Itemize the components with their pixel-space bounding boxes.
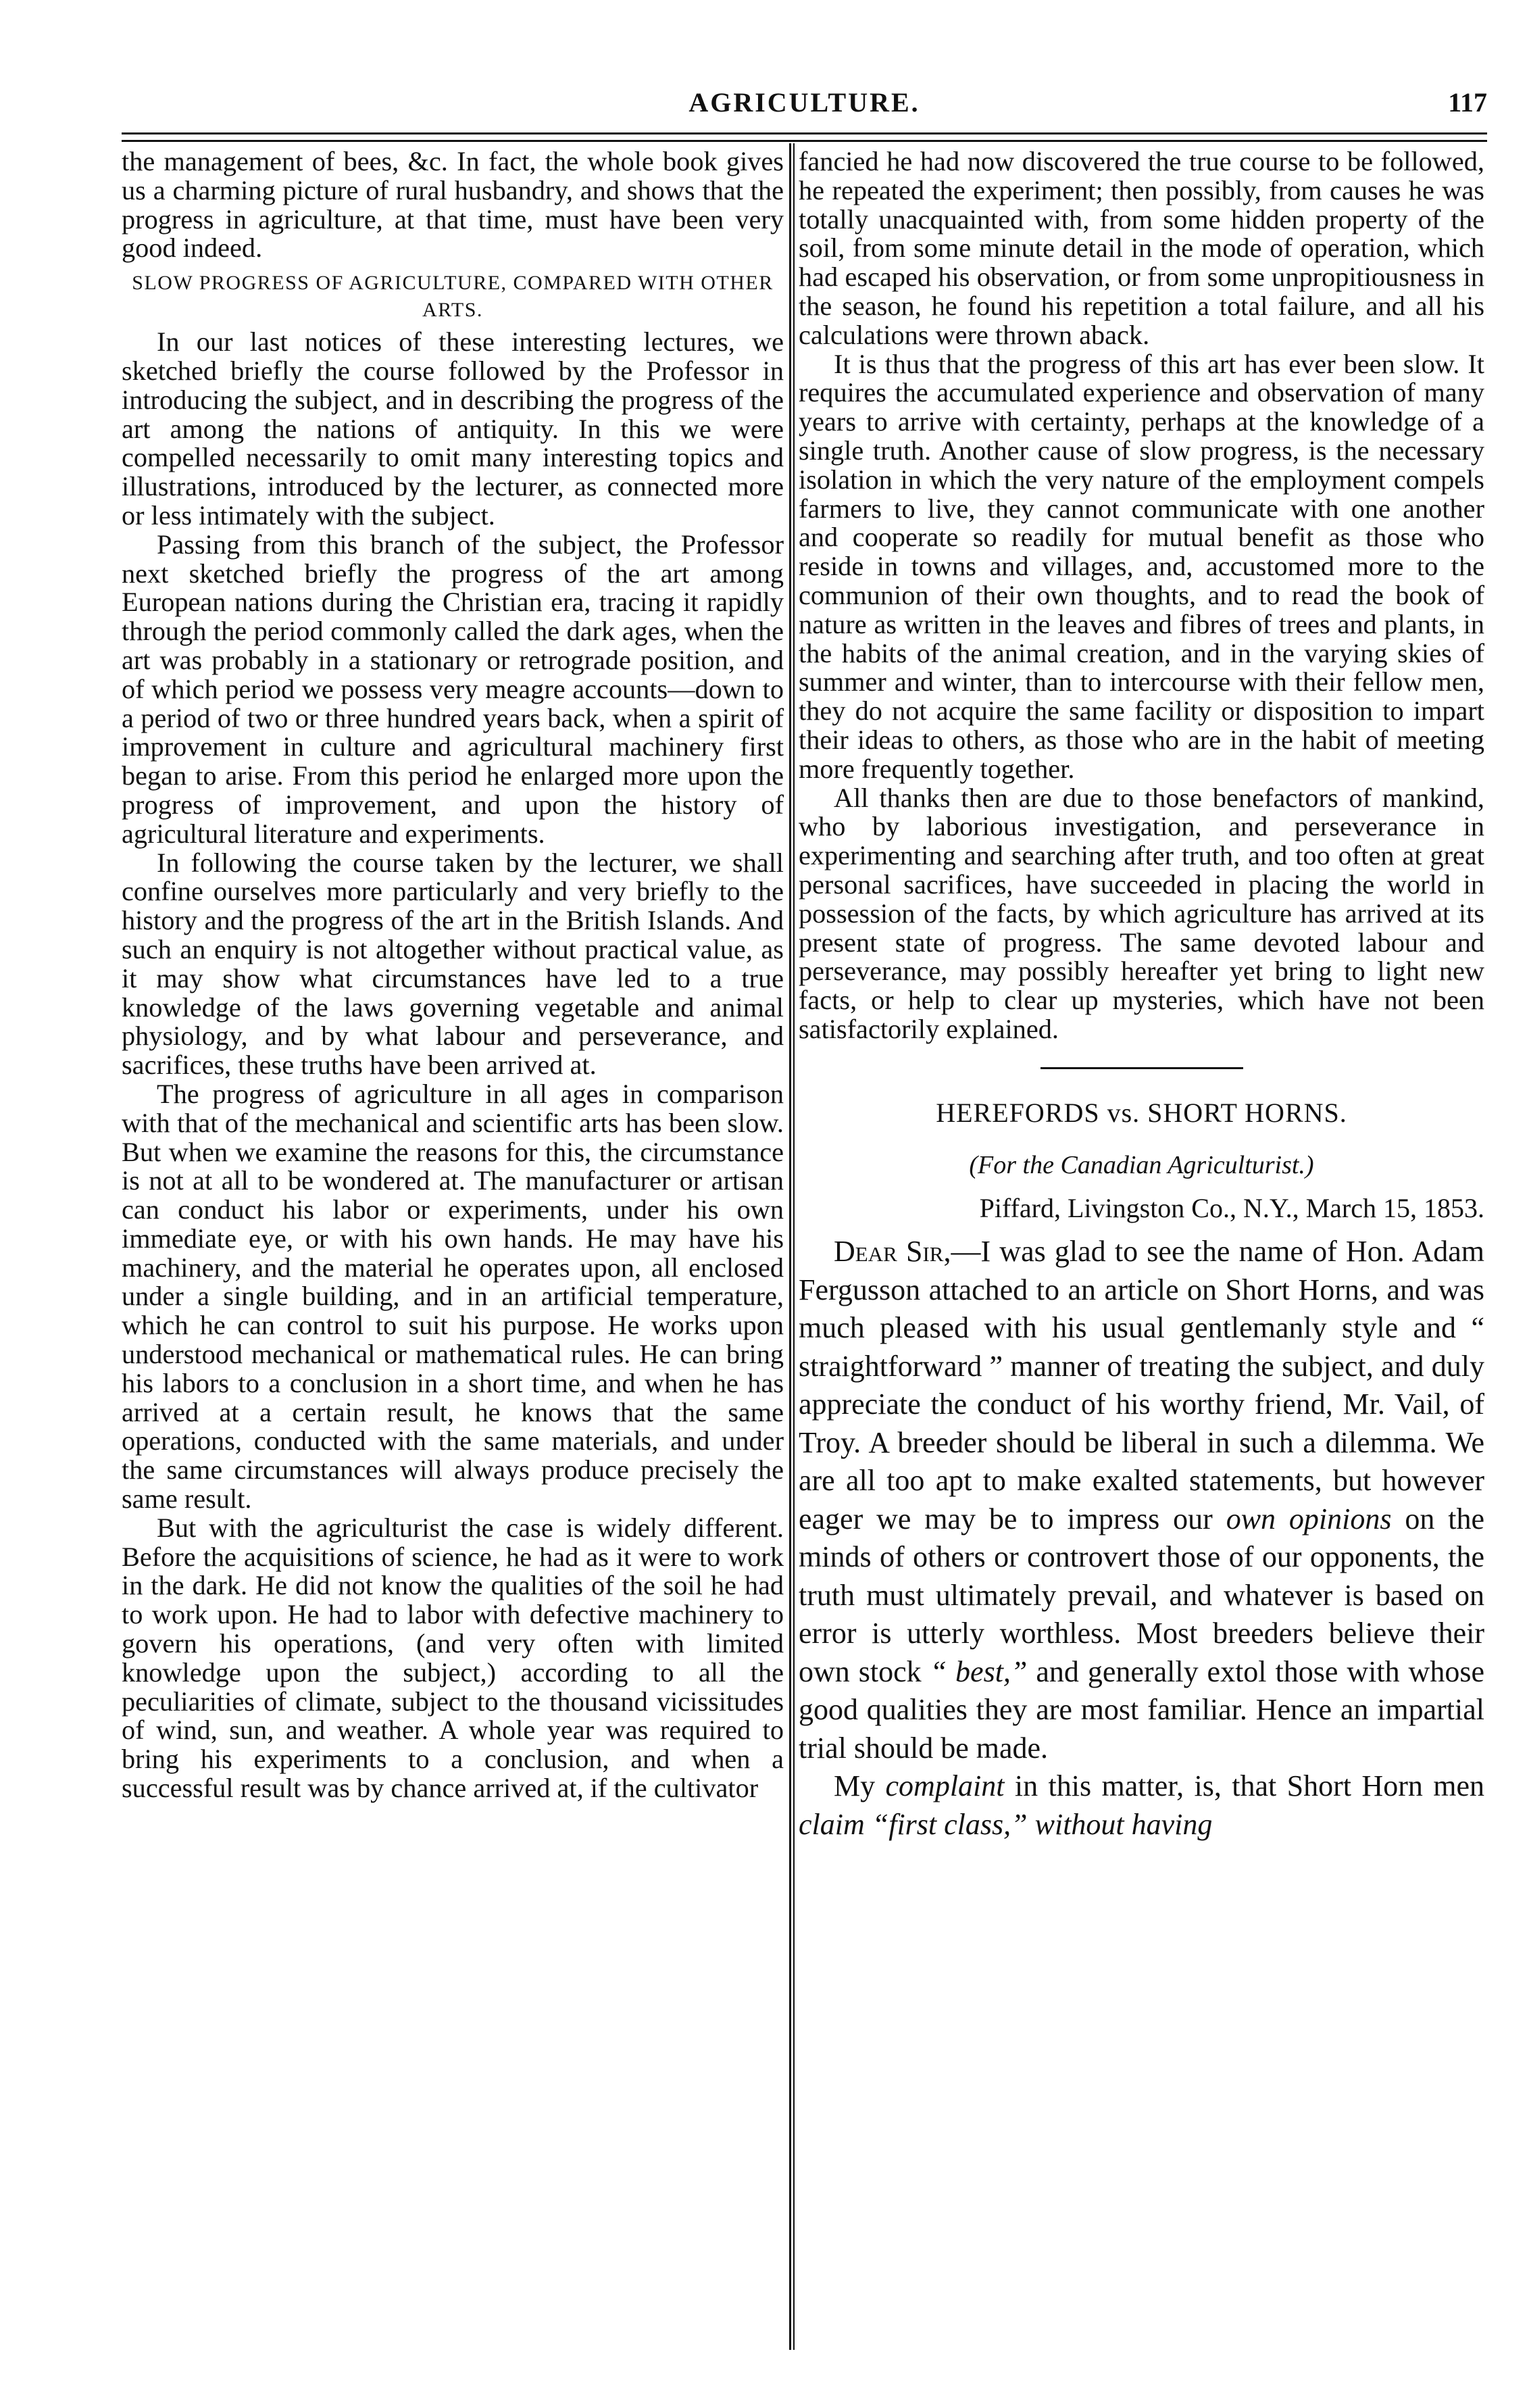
paragraph: In following the course taken by the lecturer, we shall confine ourselves more particularly and very briefly to the history and the progress of the art in the British Islands. And such an enquiry is not altogether without practical value, as it may show what circumstances have led to a true knowledge of the laws governing vegetable and animal physiology, and by what labour and perseverance, and sacrifices, these truths have been arrived at. (122, 847, 784, 1081)
column-divider (789, 143, 791, 2350)
text-run: —I was glad to see the name of Hon. Adam Fergusson attached to an article on Short Horns, and was much pleased with his usual gentlemanly style and “ straightforward ” manner of treating the subject, and duly appreciate the conduct of his worthy friend, Mr. Vail, of Troy. A breeder should be liberal in such a dilemma. We are all too apt to make exalted statements, but however eager we may be to impress our (799, 1235, 1485, 1535)
emphasis: own opinions (1226, 1502, 1392, 1535)
letter-paragraph (799, 1233, 1484, 1767)
paragraph: All thanks then are due to those benefactors of mankind, who by laborious investigation, and perseverance in experimenting and searching after truth, and too often at great personal sacrifices, have succeeded in placing the world in possession of the facts, by which agriculture has arrived at its present state of progress. The same devoted labour and perseverance, may possibly hereafter yet bring to light new facts, or help to clear up mysteries, which have not been satisfactorily explained. (799, 782, 1484, 1044)
text-run: on the minds of others or controvert those of our opponents, the truth must ultimately prevail, and whatever is based on error is utterly worthless. Most breeders believe their own stock (799, 1502, 1484, 1688)
page-header (122, 87, 1487, 126)
salutation: Dear Sir, (834, 1235, 951, 1269)
paragraph: But with the agriculturist the case is widely different. Before the acquisitions of science, he had as it were to work in the dark. He did not know the qualities of the soil he had to work upon. He had to labor with defective machinery to govern his operations, (and very often with limited knowledge upon the subject,) according to all the peculiarities of climate, subject to the thousand vicissitudes of wind, sun, and weather. A whole year was required to bring his experiments to a conclusion, and when a successful result was by chance arrived at, if the cultivator (122, 1512, 784, 1804)
paragraph: Passing from this branch of the subject, the Professor next sketched briefly the progress of the art among European nations during the Christian era, tracing it rapidly through the period commonly called the dark ages, when the art was probably in a stationary or retrograde position, and of which period we possess very meagre accounts—down to a period of two or three hundred years back, when a spirit of improvement in culture and agricultural machinery first began to arise. From this period he enlarged more upon the progress of improvement, and upon the history of agricultural literature and experiments. (122, 529, 784, 849)
header-rule (122, 132, 1487, 142)
letter-paragraph (799, 1767, 1484, 1844)
right-column (799, 147, 1484, 1844)
text-run: in this matter, is, that Short Horn men (1004, 1769, 1484, 1803)
emphasis: “ best,” (930, 1654, 1028, 1688)
paragraph: the management of bees, &c. In fact, the whole book gives us a charming picture of rural husbandry, and shows that the progress in agriculture, at that time, must have been very good indeed. (122, 146, 784, 264)
article-byline: (For the Canadian Agriculturist.) (969, 1150, 1314, 1179)
emphasis: complaint (885, 1769, 1005, 1803)
emphasis: claim “first class,” without having (799, 1807, 1213, 1841)
page-number: 117 (1448, 87, 1487, 118)
text-run: and generally extol those with whose good qualities they are most familiar. Hence an impartial trial should be made. (799, 1654, 1484, 1765)
article-separator (1041, 1067, 1243, 1069)
letter-dateline: Piffard, Livingston Co., N.Y., March 15, 1853. (979, 1193, 1484, 1224)
article-title: HEREFORDS vs. SHORT HORNS. (936, 1097, 1347, 1128)
section-heading: SLOW PROGRESS OF AGRICULTURE, COMPARED WITH OTHER ARTS. (132, 272, 774, 322)
paragraph: fancied he had now discovered the true course to be followed, he repeated the experiment; then possibly, from causes he was totally unacquainted with, from some hidden property of the soil, from some minute detail in the mode of operation, which had escaped his observation, or from some unpropitiousness in the season, he found his repetition a total failure, and all his calculations were thrown aback. (799, 146, 1484, 350)
running-title: AGRICULTURE. (688, 87, 920, 118)
text-run: My (834, 1769, 886, 1803)
paragraph: In our last notices of these interesting lectures, we sketched briefly the course followed by the Professor in introducing the subject, and in describing the progress of the art among the nations of antiquity. In this we were compelled necessarily to omit many interesting topics and illustrations, introduced by the lecturer, as connected more or less intimately with the subject. (122, 326, 784, 531)
letter-body (799, 1233, 1484, 1844)
left-column (122, 147, 784, 1803)
paragraph: It is thus that the progress of this art has ever been slow. It requires the accumulated experience and observation of many years to arrive with certainty, perhaps at the knowledge of a single truth. Another cause of slow progress, is the necessary isolation in which the very nature of the employment compels farmers to live, they cannot communicate with one another and cooperate so readily for mutual benefit as those who reside in towns and villages, and, accustomed more to the communion of their own thoughts, and to read the book of nature as written in the leaves and fibres of trees and plants, in the habits of the animal creation, and in the varying skies of summer and winter, than to intercourse with their fellow men, they do not acquire the same facility or disposition to impart their ideas to others, as those who are in the habit of meeting more frequently together. (799, 348, 1484, 784)
paragraph: The progress of agriculture in all ages in comparison with that of the mechanical and scientific arts has been slow. But when we examine the reasons for this, the circumstance is not at all to be wondered at. The manufacturer or artisan can conduct his labor or experiments, under his own immediate eye, or with his own hands. He may have his machinery, and the material he operates upon, all enclosed under a single building, and in an artificial temperature, which he can control to suit his purpose. He works upon understood mechanical or mathematical rules. He can bring his labors to a conclusion in a short time, and when he has arrived at a certain result, he knows that the same operations, conducted with the same materials, and under the same circumstances will always produce precisely the same result. (122, 1078, 784, 1515)
